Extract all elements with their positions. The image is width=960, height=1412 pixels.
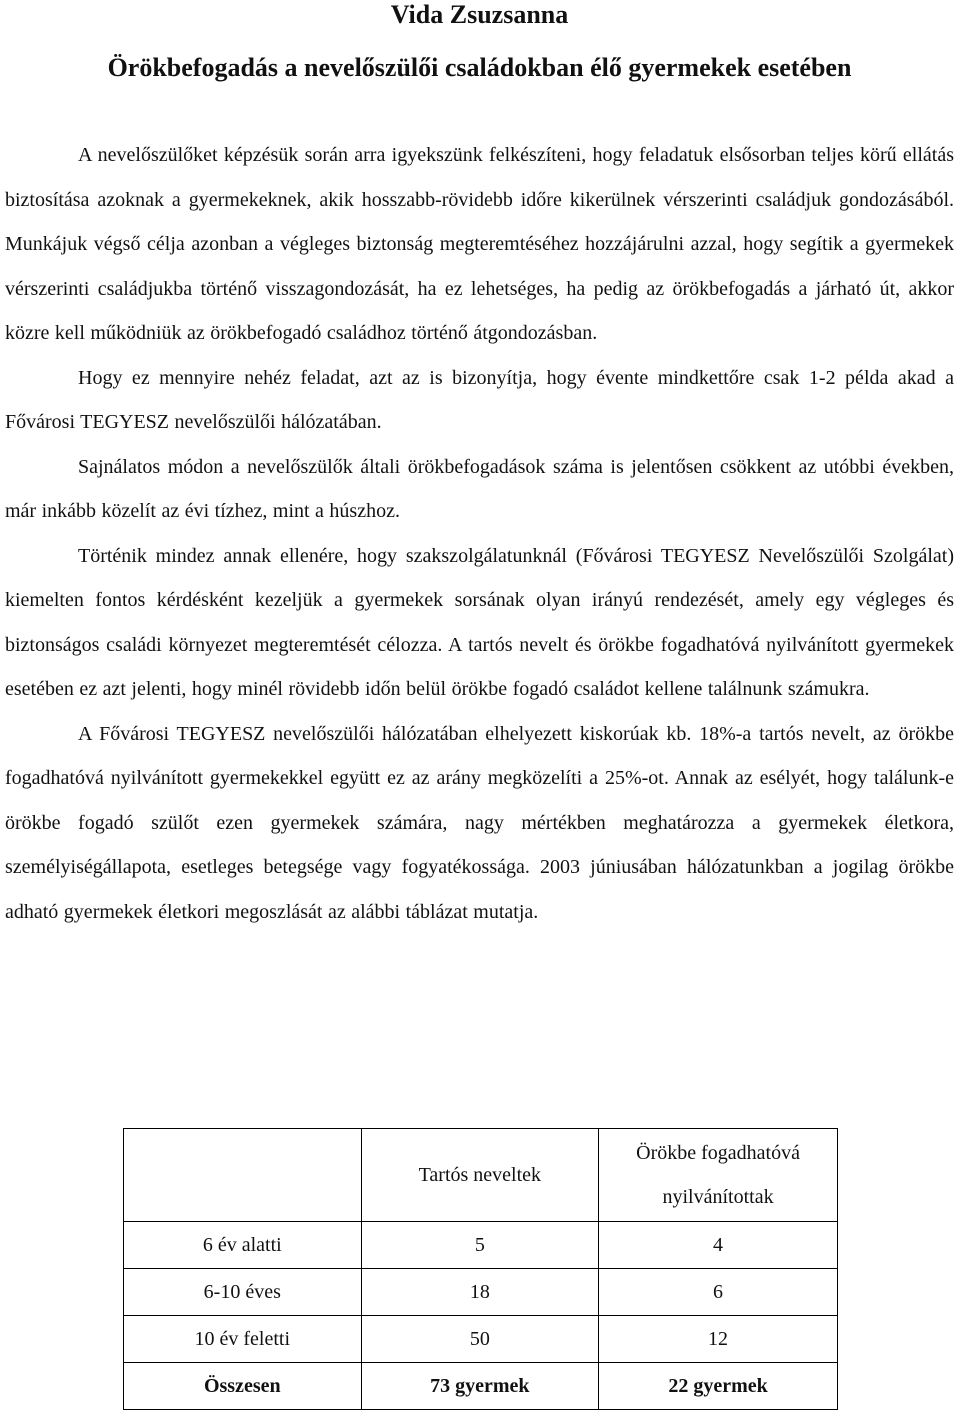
document-title: Örökbefogadás a nevelőszülői családokban élő gyermekek esetében — [107, 53, 852, 82]
table-cell: 12 — [599, 1316, 838, 1363]
age-distribution-table — [123, 1128, 838, 1410]
body-text — [5, 133, 954, 934]
table-total-cell: Összesen — [124, 1363, 362, 1410]
table-cell: 6 év alatti — [124, 1222, 362, 1269]
table-cell: 4 — [599, 1222, 838, 1269]
table-total-row — [124, 1363, 838, 1410]
table-cell: 6-10 éves — [124, 1269, 362, 1316]
table-header-cell: Tartós neveltek — [361, 1129, 599, 1222]
table-header-cell: Örökbe fogadhatóvá nyilvánítottak — [599, 1129, 838, 1222]
author-name: Vida Zsuzsanna — [390, 0, 569, 29]
paragraph: Történik mindez annak ellenére, hogy szakszolgálatunknál (Fővárosi TEGYESZ Nevelőszülői Szolgálat) kiemelten fontos kérdésként kezeljük a gyermekek sorsának olyan irányú rendezését, amely egy végleges és biztonságos családi környezet megteremtését célozza. A tartós nevelt és örökbe fogadhatóvá nyilvánított gyermekek esetében ez azt jelenti, hogy minél rövidebb időn belül örökbe fogadó családot kellene találnunk számukra. — [5, 544, 954, 700]
table-cell: 18 — [361, 1269, 599, 1316]
table-row — [124, 1222, 838, 1269]
table-cell: 50 — [361, 1316, 599, 1363]
table-row — [124, 1269, 838, 1316]
table-cell: 6 — [599, 1269, 838, 1316]
paragraph: A Fővárosi TEGYESZ nevelőszülői hálózatában elhelyezett kiskorúak kb. 18%-a tartós nevelt, az örökbe fogadhatóvá nyilvánított gyermekekkel együtt ez az arány megközelíti a 25%-ot. Annak az esélyét, hogy találunk-e örökbe fogadó szülőt ezen gyermekek számára, nagy mértékben meghatározza a gyermekek életkora, személyiségállapota, esetleges betegsége vagy fogyatékossága. 2003 júniusában hálózatunkban a jogilag örökbe adható gyermekek életkori megoszlását az alábbi táblázat mutatja. — [5, 722, 954, 923]
paragraph: Sajnálatos módon a nevelőszülők általi örökbefogadások száma is jelentősen csökkent az utóbbi években, már inkább közelít az évi tízhez, mint a húszhoz. — [5, 455, 954, 522]
table-cell: 10 év feletti — [124, 1316, 362, 1363]
table-header-cell — [124, 1129, 362, 1222]
paragraph: Hogy ez mennyire nehéz feladat, azt az is bizonyítja, hogy évente mindkettőre csak 1-2 példa akad a Fővárosi TEGYESZ nevelőszülői hálózatában. — [5, 366, 954, 433]
table-total-cell: 73 gyermek — [361, 1363, 599, 1410]
table-total-cell: 22 gyermek — [599, 1363, 838, 1410]
paragraph: A nevelőszülőket képzésük során arra igyekszünk felkészíteni, hogy feladatuk elsősorban teljes körű ellátás biztosítása azoknak a gyermekeknek, akik hosszabb-rövidebb időre kikerülnek vérszerinti családjuk gondozásából. Munkájuk végső célja azonban a végleges biztonság megteremtéséhez hozzájárulni azzal, hogy segítik a gyermekek vérszerinti családjukba történő visszagondozását, ha ez lehetséges, ha pedig az örökbefogadás a járható út, akkor közre kell működniük az örökbefogadó családhoz történő átgondozásban. — [5, 144, 954, 344]
table-header-row — [124, 1129, 838, 1222]
table-row — [124, 1316, 838, 1363]
table-cell: 5 — [361, 1222, 599, 1269]
